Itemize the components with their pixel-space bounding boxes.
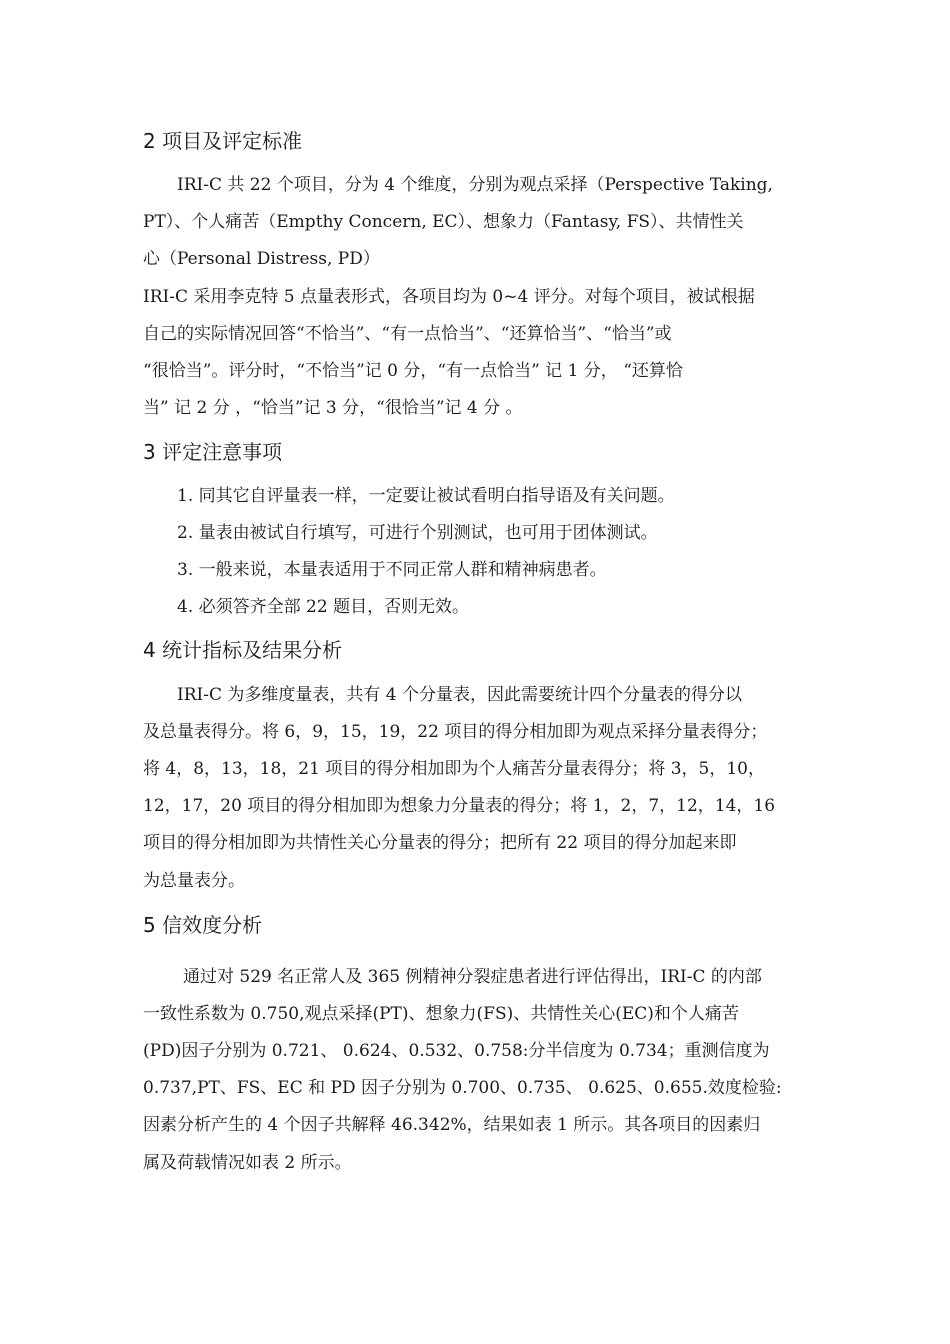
section-2-p1-line-3: 心（Personal Distress, PD） xyxy=(143,249,380,269)
section-5-p1-line-5: 因素分析产生的 4 个因子共解释 46.342%，结果如表 1 所示。其各项目的因素归 xyxy=(143,1115,761,1135)
section-5-p1-line-6: 属及荷载情况如表 2 所示。 xyxy=(143,1153,352,1173)
section-3-item-1: 1. 同其它自评量表一样，一定要让被试看明白指导语及有关问题。 xyxy=(177,486,675,506)
section-4-p1-line-1: IRI-C 为多维度量表，共有 4 个分量表，因此需要统计四个分量表的得分以 xyxy=(177,685,743,705)
section-5-p1-line-4: 0.737,PT、FS、EC 和 PD 因子分别为 0.700、0.735、 0.625、0.655.效度检验: xyxy=(143,1078,782,1098)
section-5-p1-line-2: 一致性系数为 0.750,观点采择(PT)、想象力(FS)、共情性关心(EC)和个人痛苦 xyxy=(143,1004,739,1024)
section-4-heading: 4 统计指标及结果分析 xyxy=(143,638,343,662)
section-2-p2-line-1: IRI-C 采用李克特 5 点量表形式，各项目均为 0~4 评分。对每个项目，被试根据 xyxy=(143,287,755,307)
section-3-item-2: 2. 量表由被试自行填写，可进行个别测试，也可用于团体测试。 xyxy=(177,523,658,543)
section-2-heading: 2 项目及评定标准 xyxy=(143,129,303,153)
section-2-p1-line-1: IRI-C 共 22 个项目，分为 4 个维度，分别为观点采择（Perspective Taking, xyxy=(177,175,773,195)
section-2-p2-line-4: 当” 记 2 分 ，“恰当”记 3 分，“很恰当”记 4 分 。 xyxy=(143,398,523,418)
section-4-p1-line-2: 及总量表得分。将 6，9，15，19，22 项目的得分相加即为观点采择分量表得分； xyxy=(143,722,768,742)
section-3-heading: 3 评定注意事项 xyxy=(143,440,283,464)
section-5-heading: 5 信效度分析 xyxy=(143,913,263,937)
section-4-p1-line-6: 为总量表分。 xyxy=(143,871,245,891)
section-4-p1-line-4: 12，17，20 项目的得分相加即为想象力分量表的得分；将 1，2，7，12，14，16 xyxy=(143,796,776,816)
section-3-item-4: 4. 必须答齐全部 22 题目，否则无效。 xyxy=(177,597,470,617)
section-2-p2-line-2: 自己的实际情况回答“不恰当”、“有一点恰当”、“还算恰当”、“恰当”或 xyxy=(143,324,672,344)
section-2-p1-line-2: PT）、个人痛苦（Empthy Concern, EC）、想象力（Fantasy, FS）、共情性关 xyxy=(143,212,744,232)
section-4-p1-line-5: 项目的得分相加即为共情性关心分量表的得分；把所有 22 项目的得分加起来即 xyxy=(143,833,737,853)
section-5-p1-line-1: 通过对 529 名正常人及 365 例精神分裂症患者进行评估得出，IRI-C 的内部 xyxy=(183,967,762,987)
section-5-p1-line-3: (PD)因子分别为 0.721、 0.624、0.532、0.758:分半信度为 0.734；重测信度为 xyxy=(143,1041,770,1061)
section-2-p2-line-3: “很恰当”。评分时，“不恰当”记 0 分，“有一点恰当” 记 1 分， “还算恰 xyxy=(143,361,683,381)
section-3-item-3: 3. 一般来说，本量表适用于不同正常人群和精神病患者。 xyxy=(177,560,607,580)
section-4-p1-line-3: 将 4，8，13，18，21 项目的得分相加即为个人痛苦分量表得分；将 3，5，10， xyxy=(143,759,766,779)
